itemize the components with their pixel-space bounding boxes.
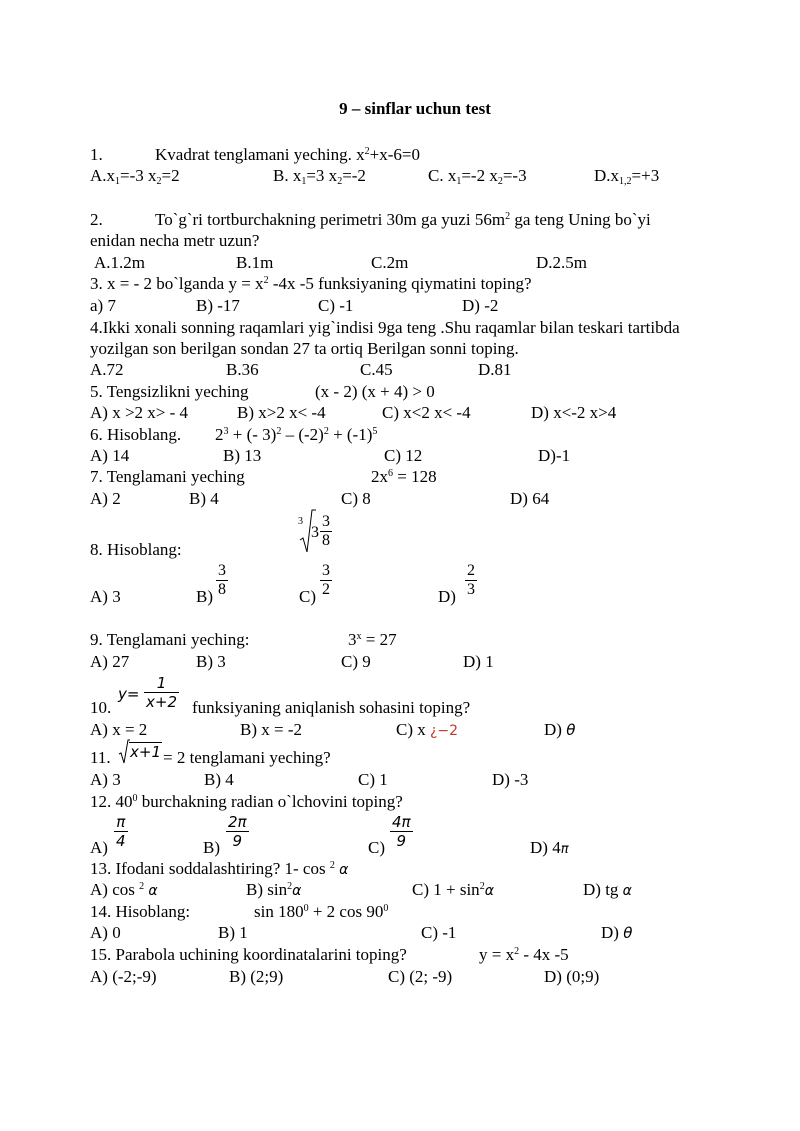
q2-answer-a: A.1.2m [94,253,145,272]
q8-answer-a: A) 3 [90,587,121,606]
q11-answer-b: B) 4 [204,770,234,789]
q8-cube-root [296,508,346,556]
q12-answer-c-fraction: $\frac{4\pi}{9}$ [392,813,411,850]
q8-answer-d-fraction: $\frac{2}{3}$ [467,562,475,598]
q14-answer-b: B) 1 [218,923,248,942]
q7-text: 7. Tenglamani yeching [90,467,245,486]
q12-answer-a: A) [90,838,108,857]
q15-answer-d: D) (0;9) [544,967,600,986]
q1-answer-a: $A.x_1=-3$ $x_2=2$ [90,166,180,187]
q2-text-line2: enidan necha metr uzun? [90,231,260,250]
q13-answer-c: C) $1 + \sin^2\alpha$ [412,880,494,899]
q12-answer-b-fraction: $\frac{2\pi}{9}$ [228,813,247,850]
q4-text-line2: yozilgan son berilgan sondan 27 ta ortiq Berilgan sonni toping. [90,339,519,358]
q5-answer-b: B) x>2 x< -4 [237,403,326,422]
q12-answer-a-fraction: $\frac{\pi}{4}$ [116,813,126,850]
page-title: 9 – sinflar uchun test [339,99,491,118]
q11-square-root [118,738,166,766]
q1-answer-b: B. $x_1=3$ $x_2=-2$ [273,166,366,187]
q9-text: 9. Tenglamani yeching: [90,630,250,649]
q10-number: 10. [90,698,112,717]
q6-expression: $2^3$ + (- $3)^2 - (-2)^2 + (-1)^5$ [215,425,378,444]
q6-answer-a: A) 14 [90,446,130,465]
q8-answer-c: C) [299,587,316,606]
q14-answer-a: A) 0 [90,923,121,942]
q13-answer-b: B) $\sin^2\alpha$ [246,880,302,899]
q15-answer-c: C) (2; -9) [388,967,453,986]
q1-number: 1. [90,145,103,164]
q13-answer-a: A) cos $^2$ α [90,880,158,899]
q11-answer-c: C) 1 [358,770,388,789]
q6-text: 6. Hisoblang. [90,425,182,444]
q4-answer-c: C.45 [360,360,393,379]
q10-function-fraction: $\frac{1}{x+2}$ [146,674,177,711]
q12-answer-b: B) [203,838,220,857]
q5-answer-d: D) x<-2 x>4 [531,403,617,422]
q13-answer-d: D) tg α [583,880,632,899]
q15-answer-b: B) (2;9) [229,967,284,986]
q2-answer-c: C.2m [371,253,409,272]
q10-answer-d: D) θ [544,720,576,739]
q14-answer-d: D) θ [601,923,633,942]
q11-number: 11. [90,748,111,767]
q14-answer-c: C) -1 [421,923,457,942]
q7-expression: $2x^6 = 128$ [371,467,437,486]
q5-expression: (x - 2) (x + 4) > 0 [315,382,435,401]
q11-answer-a: A) 3 [90,770,121,789]
q12-answer-c: C) [368,838,385,857]
q3-text: 3. x = - 2 bo`lganda $y = x^2$ -4x -5 funksiyaning qiymatini toping? [90,274,532,293]
q9-answer-b: B) 3 [196,652,226,671]
q4-answer-b: B.36 [226,360,259,379]
q3-answer-a: a) 7 [90,296,116,315]
q13-text: 13. Ifodani soddalashtiring? 1- cos $^2$ α [90,859,349,878]
q2-answer-d: D.2.5m [536,253,587,272]
q3-answer-d: D) -2 [462,296,499,315]
q4-answer-a: A.72 [90,360,124,379]
q8-answer-b: B) [196,587,213,606]
q8-root-index: 3 [298,516,303,527]
q1-answer-d: $D.x_{1,2}=+3$ [594,166,660,187]
q15-expression: $y = x^2 - 4x$ -5 [479,945,569,964]
q10-function-lhs: y= [118,685,140,703]
q11-text: = 2 tenglamani yeching? [163,748,331,767]
q7-answer-a: A) 2 [90,489,121,508]
q7-answer-c: C) 8 [341,489,371,508]
q11-answer-d: D) -3 [492,770,529,789]
q15-answer-a: A) (-2;-9) [90,967,157,986]
q14-expression: $\sin 180^0 + 2$ $\cos 90^0$ [254,902,389,921]
q7-answer-b: B) 4 [189,489,219,508]
q6-answer-c: C) 12 [384,446,423,465]
q10-answer-b: B) x = -2 [240,720,302,739]
q8-answer-d: D) [438,587,456,606]
q10-answer-c: C) x ¿−2 [396,720,459,739]
q2-text: To`g`ri tortburchakning perimetri 30m ga yuzi $56m^2$ ga teng Uning bo`yi [155,210,651,229]
q10-answer-a: A) x = 2 [90,720,148,739]
q8-text: 8. Hisoblang: [90,540,182,559]
q11-radicand: x+1 [130,743,161,761]
q5-answer-c: C) x<2 x< -4 [382,403,471,422]
q9-answer-c: C) 9 [341,652,371,671]
q6-answer-d: D)-1 [538,446,571,465]
q8-root-whole: 3 [311,524,319,541]
q8-answer-b-fraction: $\frac{3}{8}$ [218,562,226,598]
q9-answer-a: A) 27 [90,652,130,671]
q1-text: Kvadrat tenglamani yeching. $x^2+x-6=0$ [155,145,420,164]
q15-text: 15. Parabola uchining koordinatalarini toping? [90,945,407,964]
q6-answer-b: B) 13 [223,446,262,465]
q2-number: 2. [90,210,103,229]
q5-answer-a: A) x >2 x> - 4 [90,403,189,422]
q10-text: funksiyaning aniqlanish sohasini toping? [192,698,471,717]
q8-answer-c-fraction: $\frac{3}{2}$ [322,562,330,598]
q3-answer-b: B) -17 [196,296,240,315]
q1-answer-c: C. $x_1=-2$ $x_2=-3$ [428,166,527,187]
q9-expression: $3^x = 27$ [348,630,397,649]
q7-answer-d: D) 64 [510,489,550,508]
q2-answer-b: B.1m [236,253,274,272]
q9-answer-d: D) 1 [463,652,494,671]
q8-root-fraction: $\frac{3}{8}$ [322,513,330,549]
q4-answer-d: D.81 [478,360,512,379]
q3-answer-c: C) -1 [318,296,354,315]
q12-text: 12. $40^0$ burchakning radian o`lchovini toping? [90,792,403,811]
q14-text: 14. Hisoblang: [90,902,191,921]
q4-text-line1: 4.Ikki xonali sonning raqamlari yig`indisi 9ga teng .Shu raqamlar bilan teskari tartibda [90,318,680,337]
q12-answer-d: D) 4π [530,838,569,857]
q5-text: 5. Tengsizlikni yeching [90,382,249,401]
